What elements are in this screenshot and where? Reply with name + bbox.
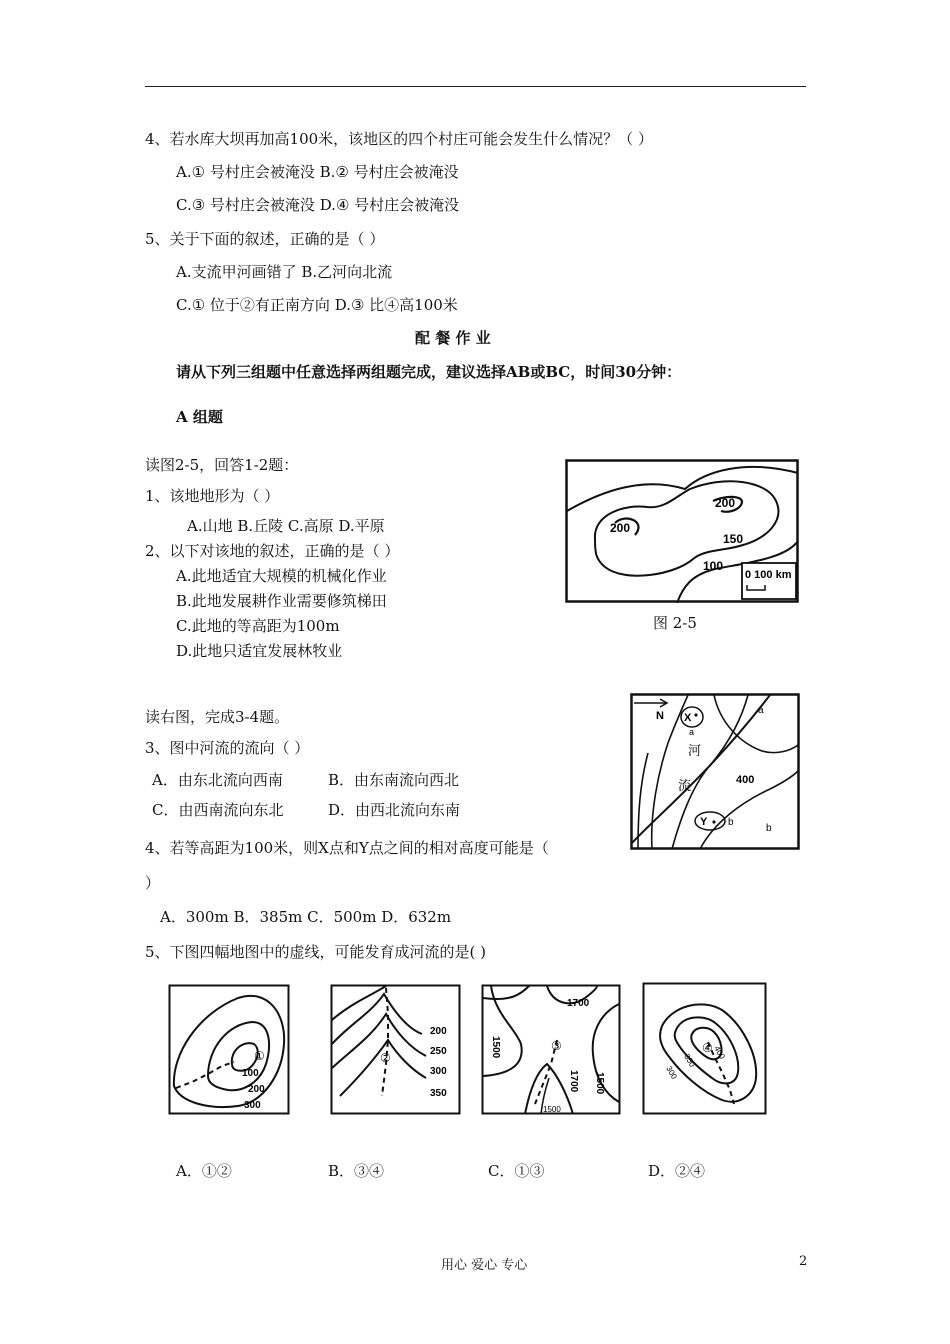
question-2-stem: 2、以下对该地的叙述，正确的是（ ）	[145, 542, 400, 560]
figure-2-5-contour-map	[565, 459, 799, 603]
question-2-option-d: D.此地只适宜发展林牧业	[176, 642, 343, 660]
section-instruction: 请从下列三组题中任意选择两组题完成，建议选择AB或BC，时间30分钟：	[176, 363, 682, 381]
question-2-option-c: C.此地的等高距为100m	[176, 617, 340, 635]
map4-label-350: 350	[682, 1052, 697, 1069]
question-5b-option-a: A．①②	[176, 1162, 232, 1180]
map2-label-250: 250	[430, 1046, 447, 1057]
intro-right-figure: 读右图，完成3-4题。	[145, 708, 290, 726]
question-5b-option-c: C．①③	[488, 1162, 545, 1180]
map2-label-circle: ②	[380, 1051, 391, 1065]
section-title: 配 餐 作 业	[415, 329, 491, 347]
map1-label-300: 300	[244, 1100, 261, 1111]
map3-label-1500-right: 1500	[594, 1072, 605, 1095]
fig25-label-100: 100	[703, 559, 724, 573]
question-2-option-a: A.此地适宜大规模的机械化作业	[176, 567, 387, 585]
footer-slogan: 用心 爱心 专心	[441, 1258, 528, 1273]
map1-label-100: 100	[242, 1068, 259, 1079]
map2-label-200: 200	[430, 1026, 447, 1037]
question-5b-option-b: B．③④	[328, 1162, 385, 1180]
river-fig-label-liu: 流	[678, 778, 692, 793]
map3-label-1500-bottom: 1500	[543, 1105, 561, 1114]
question-4-stem: 4、若水库大坝再加高100米，该地区的四个村庄可能会发生什么情况？（ ）	[145, 130, 653, 148]
map-4	[642, 982, 767, 1115]
map3-label-1700-bottom: 1700	[568, 1070, 579, 1093]
map4-label-circle: ④	[702, 1041, 713, 1055]
fig25-label-200-left: 200	[610, 521, 631, 535]
map-2	[330, 984, 461, 1115]
map2-label-350: 350	[430, 1088, 447, 1099]
river-fig-label-b-inner: b	[728, 817, 734, 828]
fig25-scale-label: 0 100 km	[745, 569, 792, 581]
question-4-options-cd: C.③ 号村庄会被淹没 D.④ 号村庄会被淹没	[176, 196, 460, 214]
question-3-option-a: A．由东北流向西南	[152, 771, 283, 789]
map3-label-circle: ③	[551, 1039, 562, 1053]
question-5-stem: 5、关于下面的叙述，正确的是（ ）	[145, 230, 385, 248]
header-rule	[145, 86, 806, 87]
river-fig-point-y: Y	[700, 816, 708, 828]
question-3-stem: 3、图中河流的流向（ ）	[145, 739, 310, 757]
map1-label-200: 200	[248, 1084, 265, 1095]
question-4b-stem: 4、若等高距为100米，则X点和Y点之间的相对高度可能是（	[145, 839, 549, 857]
map2-label-300: 300	[430, 1066, 447, 1077]
river-fig-label-he: 河	[688, 743, 702, 758]
question-1-options: A.山地 B.丘陵 C.高原 D.平原	[187, 517, 385, 535]
question-4-options-ab: A.① 号村庄会被淹没 B.② 号村庄会被淹没	[176, 163, 459, 181]
river-fig-point-x: X	[684, 712, 692, 724]
figure-river-contour-map	[630, 693, 800, 850]
question-1-stem: 1、该地地形为（ ）	[145, 487, 280, 505]
question-4b-stem-end: ）	[145, 874, 161, 892]
fig25-label-150: 150	[723, 532, 744, 546]
map-3	[481, 984, 621, 1115]
page-number: 2	[799, 1254, 808, 1269]
question-3-option-b: B．由东南流向西北	[328, 771, 460, 789]
map3-label-1500-left: 1500	[490, 1036, 501, 1059]
map3-label-1700-top: 1700	[567, 998, 590, 1009]
map-1	[168, 984, 290, 1115]
intro-fig-2-5: 读图2-5，回答1-2题：	[145, 456, 299, 474]
map1-label-circle: ①	[254, 1049, 265, 1063]
map4-label-300: 300	[664, 1064, 679, 1081]
river-fig-label-a-inner: a	[689, 727, 695, 737]
question-2-option-b: B.此地发展耕作业需要修筑梯田	[176, 592, 387, 610]
group-a-heading: A 组题	[176, 408, 223, 426]
question-5b-stem: 5、下图四幅地图中的虚线，可能发育成河流的是( )	[145, 943, 487, 961]
fig25-label-200-right: 200	[715, 496, 736, 510]
question-5-options-cd: C.① 位于②有正南方向 D.③ 比④高100米	[176, 296, 458, 314]
river-fig-label-a-outer: a	[758, 705, 764, 716]
river-fig-label-400: 400	[736, 774, 755, 786]
figure-2-5-caption: 图 2-5	[653, 614, 697, 632]
river-fig-label-b-outer: b	[766, 823, 772, 834]
question-4b-options: A．300m B．385m C．500m D．632m	[160, 908, 452, 926]
question-5b-option-d: D．②④	[648, 1162, 706, 1180]
map4-label-400: 400	[712, 1044, 727, 1061]
question-5-options-ab: A.支流甲河画错了 B.乙河向北流	[176, 263, 393, 281]
river-fig-north-label: N	[656, 710, 664, 722]
question-3-option-c: C．由西南流向东北	[152, 801, 284, 819]
question-3-option-d: D．由西北流向东南	[328, 801, 461, 819]
